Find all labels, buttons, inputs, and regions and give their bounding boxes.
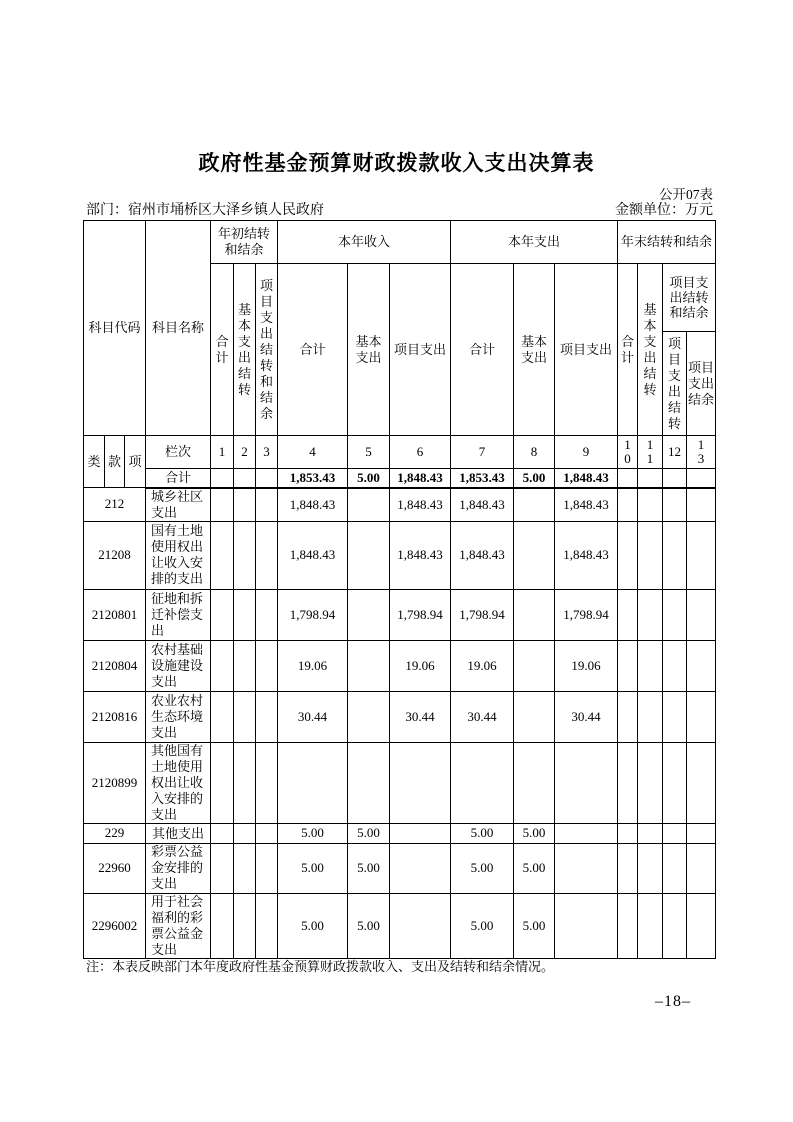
header-group-income: 本年收入 [278,221,451,264]
col-number-13-label: 13 [697,437,705,466]
cell-value [514,521,555,589]
cell-empty [618,843,638,893]
header-income-basic-label: 基本支出 [355,333,382,365]
cell-empty [638,488,663,522]
cell-value: 5.00 [348,893,390,958]
cell-empty [687,488,716,522]
cell-empty [211,691,234,742]
cell-value: 1,798.94 [278,589,348,640]
col-number-7: 7 [451,436,514,469]
cell-empty [638,640,663,691]
cell-value: 30.44 [278,691,348,742]
total-col4: 1,853.43 [278,469,348,488]
cell-empty [663,843,687,893]
cell-empty [256,589,278,640]
cell-empty [256,742,278,823]
cell-name [146,843,211,893]
header-group-end-balance: 年末结转和结余 [618,221,716,264]
cell-empty [618,640,638,691]
header-col-item: 项 [125,436,146,488]
header-end-project-balance: 项目支出结余 [687,332,716,436]
col-number-3: 3 [256,436,278,469]
cell-empty [211,843,234,893]
cell-name-text: 国有土地使用权出让收入安排的支出 [151,523,204,586]
cell-name-text: 城乡社区支出 [151,488,204,520]
cell-value [390,893,451,958]
cell-empty [234,823,256,843]
header-group-begin-balance [211,221,278,264]
cell-name-text: 其他国有土地使用权出让收入安排的支出 [151,742,204,822]
cell-value: 5.00 [451,823,514,843]
col-number-10 [618,436,638,469]
cell-empty [638,742,663,823]
header-begin-project-carry-balance: 项目支出结转和结余 [256,264,278,436]
cell-empty [618,589,638,640]
cell-empty [663,589,687,640]
cell-empty [211,488,234,522]
cell-value: 1,798.94 [555,589,618,640]
table-row [84,521,716,589]
cell-empty [618,691,638,742]
header-group-begin-balance-label: 年初结转和结余 [217,226,270,257]
cell-value [278,742,348,823]
cell-value [555,823,618,843]
cell-empty [211,521,234,589]
col-number-13 [687,436,716,469]
table-note: 注：本表反映部门本年度政府性基金预算财政拨款收入、支出及结转和结余情况。 [86,959,555,974]
cell-empty [256,469,278,488]
cell-empty [618,488,638,522]
cell-empty [256,521,278,589]
cell-empty [211,742,234,823]
cell-empty [234,742,256,823]
cell-value [555,843,618,893]
cell-empty [211,640,234,691]
cell-name-text: 农业农村生态环境支出 [151,692,204,740]
total-col9: 1,848.43 [555,469,618,488]
cell-name-text: 其他支出 [151,825,204,841]
cell-value [390,823,451,843]
header-income-basic [348,264,390,436]
header-end-project-carry: 项目支出结转 [663,332,687,436]
header-group-expense: 本年支出 [451,221,618,264]
cell-code: 229 [84,823,146,843]
cell-empty [211,823,234,843]
cell-empty [638,823,663,843]
cell-empty [211,893,234,958]
cell-empty [234,691,256,742]
cell-code: 2120801 [84,589,146,640]
cell-name [146,640,211,691]
cell-empty [638,469,663,488]
cell-value [390,843,451,893]
cell-value: 19.06 [278,640,348,691]
table-row [84,640,716,691]
cell-code: 2120816 [84,691,146,742]
page-title: 政府性基金预算财政拨款收入支出决算表 [198,152,595,175]
cell-name [146,589,211,640]
table-row [84,893,716,958]
header-end-project-carry-balance [663,264,716,332]
total-label: 合计 [146,469,211,488]
cell-empty [687,589,716,640]
cell-value [348,640,390,691]
table-row [84,589,716,640]
cell-empty [234,640,256,691]
cell-empty [256,843,278,893]
cell-value [514,691,555,742]
cell-empty [234,469,256,488]
cell-name [146,742,211,823]
cell-name [146,521,211,589]
cell-value: 30.44 [555,691,618,742]
cell-empty [256,691,278,742]
header-begin-basic-carry: 基本支出结转 [234,264,256,436]
cell-value: 1,848.43 [555,521,618,589]
table-row [84,488,716,522]
cell-value [348,521,390,589]
total-col8: 5.00 [514,469,555,488]
cell-value: 1,848.43 [390,521,451,589]
cell-empty [638,893,663,958]
cell-value: 19.06 [390,640,451,691]
cell-empty [618,742,638,823]
form-code-label: 公开07表 [659,187,713,202]
cell-value [348,691,390,742]
cell-value: 5.00 [278,823,348,843]
cell-value [390,742,451,823]
header-begin-total: 合计 [211,264,234,436]
cell-empty [234,488,256,522]
cell-name [146,488,211,522]
cell-empty [663,640,687,691]
cell-empty [663,893,687,958]
cell-empty [663,488,687,522]
cell-empty [618,469,638,488]
cell-empty [618,893,638,958]
total-col6: 1,848.43 [390,469,451,488]
cell-empty [687,469,716,488]
cell-code: 2120899 [84,742,146,823]
col-number-12: 12 [663,436,687,469]
cell-value [348,488,390,522]
cell-value: 30.44 [390,691,451,742]
cell-value: 5.00 [278,893,348,958]
cell-value: 5.00 [348,823,390,843]
cell-value: 1,798.94 [390,589,451,640]
cell-empty [256,640,278,691]
cell-value [555,742,618,823]
header-col-class: 类 [84,436,105,488]
col-number-9: 9 [555,436,618,469]
cell-value: 5.00 [451,893,514,958]
cell-code: 22960 [84,843,146,893]
cell-value: 19.06 [451,640,514,691]
cell-value [451,742,514,823]
table-row [84,823,716,843]
cell-code: 2120804 [84,640,146,691]
cell-code: 212 [84,488,146,522]
cell-empty [663,823,687,843]
cell-empty [687,521,716,589]
header-expense-basic-label: 基本支出 [521,333,548,365]
cell-empty [687,823,716,843]
cell-empty [638,589,663,640]
table-row [84,742,716,823]
col-number-5: 5 [348,436,390,469]
header-end-project-carry-balance-label: 项目支出结转和结余 [669,275,709,320]
cell-empty [256,488,278,522]
cell-empty [211,469,234,488]
cell-empty [618,823,638,843]
cell-empty [638,843,663,893]
cell-empty [638,521,663,589]
cell-value [348,589,390,640]
cell-value: 1,848.43 [451,488,514,522]
cell-code: 21208 [84,521,146,589]
cell-empty [663,742,687,823]
cell-name-text: 彩票公益金安排的支出 [151,844,204,891]
col-number-6: 6 [390,436,451,469]
lanci-label: 栏次 [146,436,211,469]
cell-empty [618,521,638,589]
cell-value: 5.00 [514,893,555,958]
cell-empty [256,893,278,958]
header-income-project: 项目支出 [390,264,451,436]
col-number-11 [638,436,663,469]
cell-value [514,640,555,691]
cell-value [514,742,555,823]
column-index-row [84,436,716,469]
cell-empty [663,469,687,488]
col-number-8: 8 [514,436,555,469]
header-expense-total: 合计 [451,264,514,436]
budget-table [83,220,716,959]
cell-name-text: 农村基础设施建设支出 [151,641,204,689]
col-number-2: 2 [234,436,256,469]
cell-empty [638,691,663,742]
cell-value: 1,848.43 [278,521,348,589]
cell-name [146,691,211,742]
cell-empty [663,691,687,742]
cell-empty [211,589,234,640]
col-number-4: 4 [278,436,348,469]
cell-value: 30.44 [451,691,514,742]
cell-value [514,488,555,522]
total-col7: 1,853.43 [451,469,514,488]
total-col5: 5.00 [348,469,390,488]
cell-name-text: 征地和拆迁补偿支出 [151,590,204,638]
cell-value: 19.06 [555,640,618,691]
cell-empty [663,521,687,589]
cell-value: 5.00 [514,823,555,843]
cell-value: 1,848.43 [451,521,514,589]
cell-empty [234,521,256,589]
table-row [84,843,716,893]
cell-value: 5.00 [278,843,348,893]
total-row [84,469,716,488]
col-number-11-label: 11 [646,437,654,466]
header-expense-project: 项目支出 [555,264,618,436]
cell-value: 5.00 [348,843,390,893]
cell-empty [687,893,716,958]
cell-empty [256,823,278,843]
header-expense-basic [514,264,555,436]
page-number: –18– [655,993,691,1010]
cell-empty [687,640,716,691]
cell-value: 5.00 [514,843,555,893]
header-col-kuan: 款 [105,436,125,488]
cell-value [348,742,390,823]
cell-value: 1,848.43 [390,488,451,522]
header-subject-name: 科目名称 [146,221,211,436]
header-end-basic-carry: 基本支出结转 [638,264,663,436]
cell-value: 1,848.43 [555,488,618,522]
header-end-total: 合计 [618,264,638,436]
col-number-1: 1 [211,436,234,469]
cell-empty [687,843,716,893]
department-label: 部门：宿州市埇桥区大泽乡镇人民政府 [86,203,324,218]
cell-name [146,823,211,843]
cell-empty [234,893,256,958]
unit-label: 金额单位：万元 [615,203,713,218]
cell-name-text: 用于社会福利的彩票公益金支出 [151,893,204,957]
cell-empty [234,589,256,640]
cell-value: 1,848.43 [278,488,348,522]
cell-value [555,893,618,958]
cell-empty [687,742,716,823]
cell-empty [687,691,716,742]
table-row [84,691,716,742]
cell-code: 2296002 [84,893,146,958]
cell-value: 5.00 [451,843,514,893]
header-subject-code: 科目代码 [84,221,146,436]
cell-value [514,589,555,640]
header-income-total: 合计 [278,264,348,436]
cell-empty [234,843,256,893]
col-number-10-label: 10 [624,437,631,466]
cell-name [146,893,211,958]
header-row-groups [84,221,716,264]
cell-value: 1,798.94 [451,589,514,640]
